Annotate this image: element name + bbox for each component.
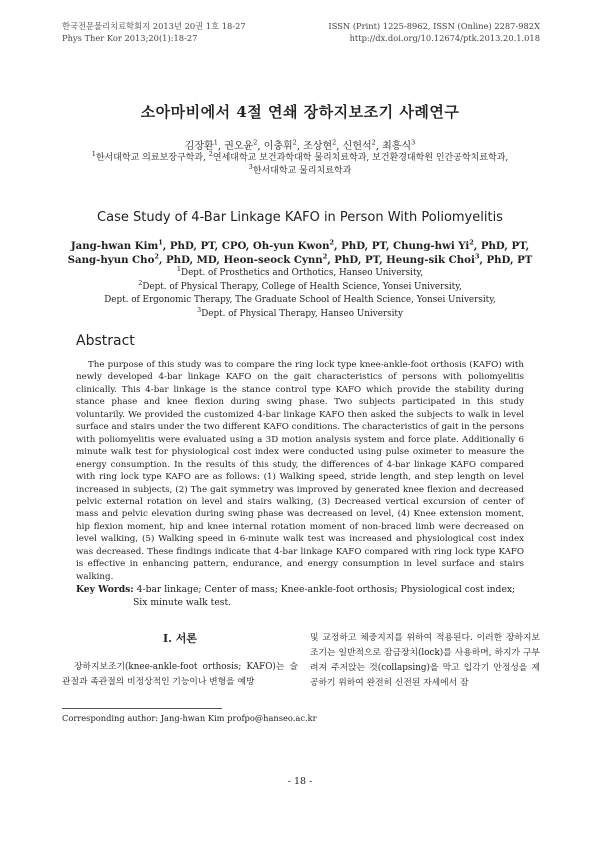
english-affiliation-line: $^3$Dept. of Physical Therapy, Hanseo University [197, 305, 403, 319]
english-affiliation-line: $^1$Dept. of Prosthetics and Orthotics, Hanseo University, [176, 265, 424, 278]
keywords [76, 583, 536, 609]
keywords-line: Six minute walk test. [133, 597, 232, 608]
english-affiliation-line: Dept. of Ergonomic Therapy, The Graduate School of Health Science, Yonsei University, [104, 295, 496, 305]
author-affiliation-mark: 2 [292, 138, 297, 147]
korean-author-list: 김장환$^1$, 권오윤$^2$, 이충휘$^2$, 조상현$^2$, 신헌석$^2$, 최흥식$^3$ [184, 138, 416, 152]
english-author-line: Jang-hwan Kim$^1$, PhD, PT, CPO, Oh-yun Kwon$^2$, PhD, PT, Chung-hwi Yi$^2$, PhD, PT, [70, 238, 530, 252]
korean-author: 최흥식 [382, 141, 412, 152]
english-title: Case Study of 4-Bar Linkage KAFO in Person With Poliomyelitis [97, 210, 503, 225]
english-affiliation-line: $^2$Dept. of Physical Therapy, College of Health Science, Yonsei University, [138, 278, 462, 292]
author-affiliation-mark: 3 [411, 138, 416, 147]
footnote-divider [62, 708, 222, 709]
abstract-heading: Abstract [76, 333, 135, 349]
keywords-line [76, 583, 536, 596]
keywords-label: Key Words: [76, 584, 134, 595]
korean-affiliations [0, 152, 600, 178]
corresponding-author-footnote: Corresponding author: Jang-hwan Kim profpo@hanseo.ac.kr [62, 713, 317, 723]
english-author-list [0, 239, 600, 267]
issn-line: ISSN (Print) 1225-8962, ISSN (Online) 2287-982X [328, 21, 540, 31]
introduction-left-column: 장하지보조기(knee-ankle-foot orthosis; KAFO)는 슬관절과 족관절의 비정상적인 기능이나 변형을 예방 [62, 662, 298, 687]
english-author-line: Sang-hyun Cho$^2$, PhD, MD, Heon-seock Cynn$^2$, PhD, PT, Heung-sik Choi$^3$, PhD, PT [67, 252, 533, 266]
page-number: - 18 - [287, 776, 313, 787]
korean-affiliation-line: $^1$한서대학교 의료보장구학과, $^2$연세대학교 보건과학대학 물리치료학과, 보건환경대학원 인간공학치료학과, [91, 150, 509, 163]
author-affiliation-mark: 2 [371, 138, 376, 147]
doi-link[interactable]: http://dx.doi.org/10.12674/ptk.2013.20.1.018 [349, 33, 540, 43]
korean-affiliation-line: $^3$한서대학교 물리치료학과 [248, 163, 352, 176]
author-affiliation-mark: 1 [213, 138, 218, 147]
journal-korean-citation: 한국전문물리치료학회지 2013년 20권 1호 18-27 [62, 21, 246, 31]
korean-author: 권오윤 [224, 141, 254, 152]
introduction-heading: Ⅰ. 서론 [162, 632, 198, 645]
author-affiliation-mark: 2 [253, 138, 258, 147]
english-affiliations [0, 267, 600, 321]
running-header-right [328, 20, 540, 44]
keywords-text: 4-bar linkage; Center of mass; Knee-ankle-foot orthosis; Physiological cost index; [136, 584, 516, 595]
korean-author: 신헌석 [342, 141, 372, 152]
author-affiliation-mark: 2 [332, 138, 337, 147]
introduction-right-column: 및 교정하고 체중지지를 위하여 적용된다. 이러한 장하지보조기는 일반적으로 잠금장치(lock)를 사용하며, 하지가 구부려져 주저앉는 것(collapsing)을 막고 입각기 안정성을 제공하기 위하여 완전히 신전된 자세에서 잠 [310, 633, 540, 688]
running-header-left [62, 20, 246, 44]
journal-citation: Phys Ther Kor 2013;20(1):18-27 [62, 33, 198, 43]
korean-title: 소아마비에서 4절 연쇄 장하지보조기 사례연구 [140, 103, 460, 121]
korean-author: 조상현 [303, 141, 333, 152]
abstract-body: The purpose of this study was to compare the ring lock type knee-ankle-foot orthosis (KAFO) with newly developed 4-bar linkage KAFO on the gait characteristics of persons with poliomyelitis clinically. This 4-bar linkage is the stance control type KAFO which provide the stability during stance phase and knee flexion during swing phase. Two subjects participated in this study voluntarily. We provided the customized 4-bar linkage KAFO then asked the subjects to walk in level surface and stairs under the two different KAFO conditions. The characteristics of gait in the persons with poliomyelitis were evaluated using a 3D motion analysis system and force plate. Additionally 6 minute walk test for physiological cost index were conducted using pulse oximeter to measure the energy consumption. In the results of this study, the differences of 4-bar linkage KAFO compared with ring lock type KAFO are as follows: (1) Walking speed, stride length, and step length on level increased in subjects, (2) The gait symmetry was improved by generated knee flexion and decreased pelvic external rotation on level and stairs walking, (3) Decreased vertical excursion of center of mass and pelvic elevation during swing phase was decreased on level, (4) Knee extension moment, hip flexion moment, hip and knee internal rotation moment of non-braced limb were decreased on level walking, (5) Walking speed in 6-minute walk test was increased and physiological cost index was decreased. These findings indicate that 4-bar linkage KAFO compared with ring lock type KAFO is effective in enhancing pattern, endurance, and energy consumption in level surface and stairs walking. [76, 360, 524, 582]
korean-author: 이충휘 [263, 141, 293, 152]
korean-author: 김장환 [184, 141, 214, 152]
